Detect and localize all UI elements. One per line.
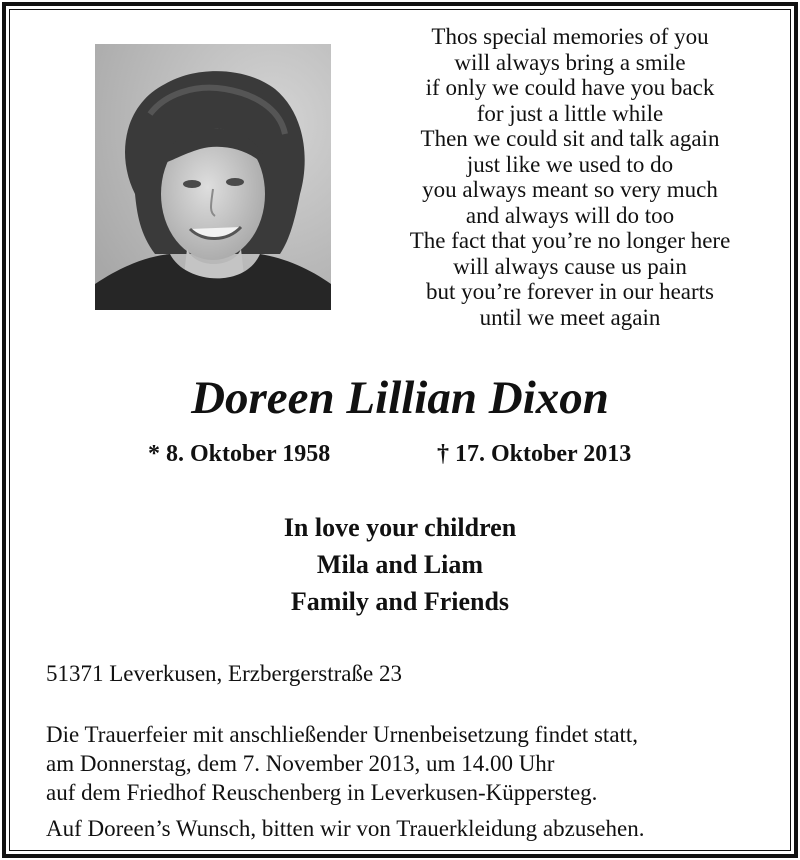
deceased-name: Doreen Lillian Dixon xyxy=(191,372,609,424)
poem-line: but you’re forever in our hearts xyxy=(425,279,715,304)
memorial-poem xyxy=(360,24,780,330)
poem-line: Thos special memories of you xyxy=(431,24,709,49)
mourners-line: Mila and Liam xyxy=(316,550,484,579)
poem-line: just like we used to do xyxy=(466,151,674,177)
poem-line: will always cause us pain xyxy=(453,253,687,279)
death-date: † 17. Oktober 2013 xyxy=(437,441,632,467)
poem-line: Then we could sit and talk again xyxy=(420,126,720,151)
poem-line: will always bring a smile xyxy=(454,49,686,75)
dress-code-note: Auf Doreen’s Wunsch, bitten wir von Trauerkleidung abzusehen. xyxy=(46,816,645,841)
family-address: 51371 Leverkusen, Erzbergerstraße 23 xyxy=(46,661,402,686)
poem-line: until we meet again xyxy=(479,304,661,330)
poem-line: for just a little while xyxy=(476,100,664,126)
ceremony-line: Die Trauerfeier mit anschließender Urnenbeisetzung findet statt, xyxy=(46,722,639,747)
portrait-image xyxy=(95,44,331,310)
ceremony-details xyxy=(46,720,638,807)
poem-line: The fact that you’re no longer here xyxy=(409,228,731,253)
mourners-line: In love your children xyxy=(283,513,517,542)
portrait-photo xyxy=(95,44,331,310)
poem-line: if only we could have you back xyxy=(425,75,715,100)
ceremony-line: am Donnerstag, dem 7. November 2013, um 14.00 Uhr xyxy=(46,751,555,776)
poem-line: and always will do too xyxy=(465,202,675,228)
poem-line: you always meant so very much xyxy=(422,177,718,202)
mourners-line: Family and Friends xyxy=(290,587,510,616)
ceremony-line: auf dem Friedhof Reuschenberg in Leverkusen-Küppersteg. xyxy=(46,780,598,805)
mourners-block xyxy=(0,509,800,620)
birth-date: * 8. Oktober 1958 xyxy=(148,441,331,467)
